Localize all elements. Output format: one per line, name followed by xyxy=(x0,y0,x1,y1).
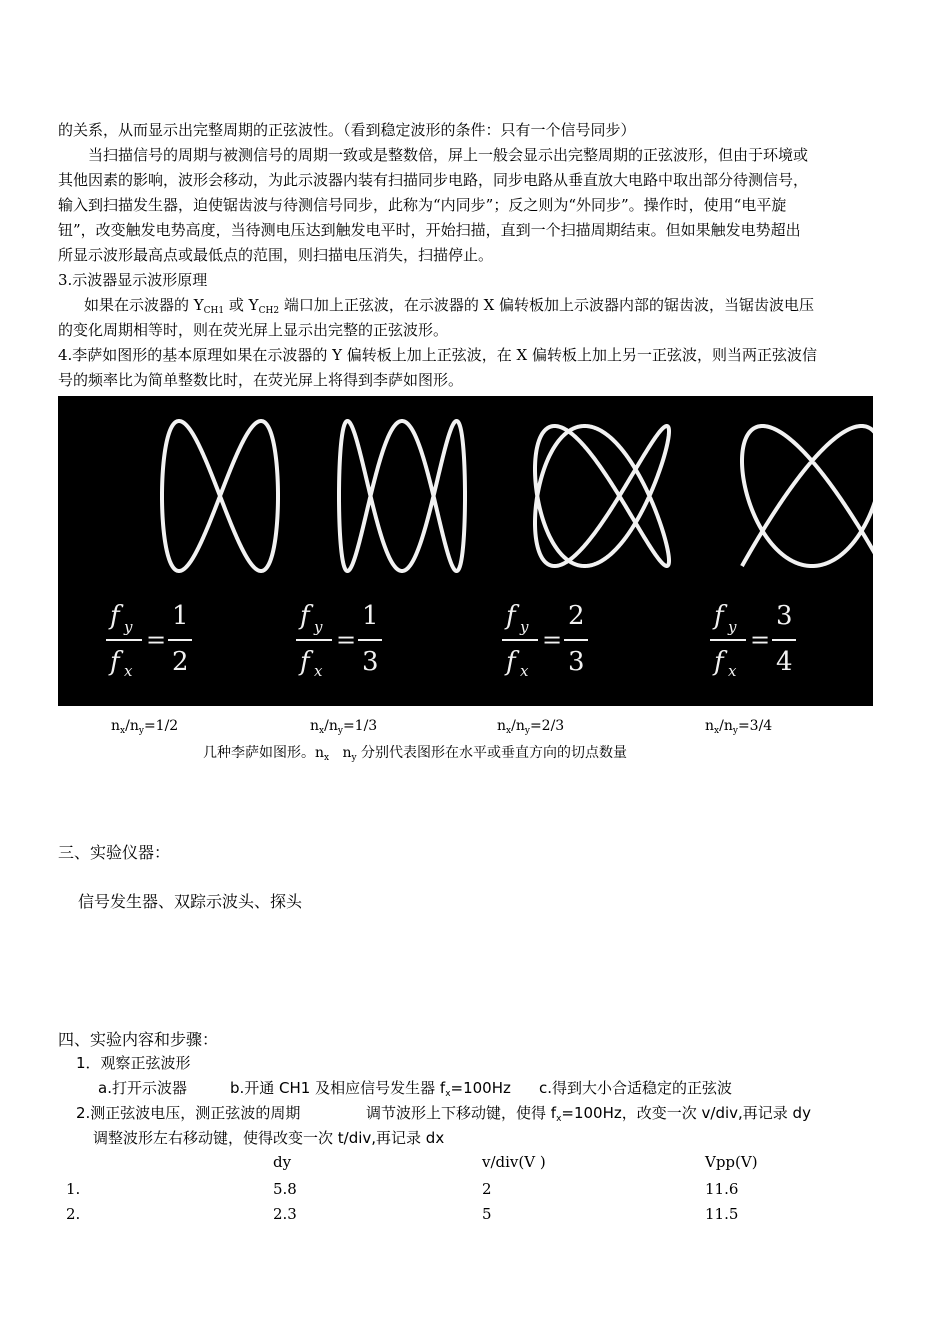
procedure-item-1: 1．观察正弦波形 xyxy=(76,1054,191,1072)
ratio-label xyxy=(106,601,192,680)
ratio-fx: f xyxy=(506,647,516,677)
ratio-label xyxy=(710,601,796,680)
table-cell: 11.6 xyxy=(705,1180,739,1198)
text: /n xyxy=(125,718,139,734)
caption-ratio-2 xyxy=(310,718,377,736)
subscript: x xyxy=(506,726,512,736)
subscript: x xyxy=(714,726,720,736)
ratio-fy: f xyxy=(714,601,724,631)
ratio-fy-subscript: y xyxy=(314,618,323,636)
table-header: v/div(V ) xyxy=(482,1153,546,1171)
ratio-label xyxy=(296,601,382,680)
table-cell: 1. xyxy=(66,1180,81,1198)
ratio-numerator: 1 xyxy=(172,601,189,631)
procedure-item-2: 2.测正弦波电压，测正弦波的周期 xyxy=(76,1104,301,1122)
text: =100Hz，改变一次 v/div,再记录 dy xyxy=(561,1104,811,1122)
procedure-step: a.打开示波器 xyxy=(98,1079,187,1097)
text: 如果在示波器的 Y xyxy=(84,296,204,314)
caption-ratio-1 xyxy=(111,718,178,736)
ratio-fx-subscript: x xyxy=(314,662,323,680)
paragraph-line: 输入到扫描发生器，迫使锯齿波与待测信号同步，此称为“内同步”；反之则为“外同步”。操作时，使用“电平旋 xyxy=(58,196,787,214)
table-cell: 2 xyxy=(482,1180,492,1198)
ratio-label xyxy=(502,601,588,680)
subscript: y xyxy=(524,726,530,736)
lissajous-figure xyxy=(58,396,873,706)
lissajous-curve xyxy=(339,421,465,571)
ratio-equals: = xyxy=(542,626,563,654)
ratio-fy-subscript: y xyxy=(520,618,529,636)
paragraph-line: 钮”，改变触发电势高度，当待测电压达到触发电平时，开始扫描，直到一个扫描周期结束。但如果触发电势超出 xyxy=(58,221,801,239)
text xyxy=(329,745,342,761)
lissajous-curve xyxy=(742,426,873,566)
section-title-instruments: 三、实验仪器： xyxy=(58,843,171,862)
subscript: CH1 xyxy=(203,306,225,316)
ratio-fx-subscript: x xyxy=(728,662,737,680)
paragraph-line: 所显示波形最高点或最低点的范围，则扫描电压消失，扫描停止。 xyxy=(58,246,494,264)
subscript: x xyxy=(445,1089,451,1099)
ratio-fx-subscript: x xyxy=(520,662,529,680)
ratio-fx: f xyxy=(300,647,310,677)
ratio-fy-subscript: y xyxy=(728,618,737,636)
section-title-procedure: 四、实验内容和步骤： xyxy=(58,1030,219,1049)
subscript: x xyxy=(319,726,325,736)
ratio-denominator: 2 xyxy=(172,647,189,677)
ratio-equals: = xyxy=(336,626,357,654)
ratio-fy: f xyxy=(110,601,120,631)
subscript: x xyxy=(120,726,126,736)
text: /n xyxy=(324,718,338,734)
text: 几种李萨如图形。n xyxy=(203,745,325,761)
text: n xyxy=(111,718,121,734)
paragraph-line: 的关系，从而显示出完整周期的正弦波性。（看到稳定波形的条件：只有一个信号同步） xyxy=(58,121,636,139)
ratio-denominator: 4 xyxy=(776,647,793,677)
table-cell: 2.3 xyxy=(273,1205,297,1223)
ratio-fy-subscript: y xyxy=(124,618,133,636)
text: n xyxy=(705,718,715,734)
paragraph-line: 其他因素的影响，波形会移动，为此示波器内装有扫描同步电路，同步电路从垂直放大电路中取出部分待测信号， xyxy=(58,171,809,189)
text: =100Hz xyxy=(450,1079,511,1097)
text: n xyxy=(310,718,320,734)
section-heading: 3.示波器显示波形原理 xyxy=(58,271,208,289)
text: b.开通 CH1 及相应信号发生器 f xyxy=(230,1079,446,1097)
ratio-equals: = xyxy=(146,626,167,654)
ratio-numerator: 3 xyxy=(776,601,793,631)
ratio-numerator: 2 xyxy=(568,601,585,631)
text: /n xyxy=(719,718,733,734)
text: 分别代表图形在水平或垂直方向的切点数量 xyxy=(356,745,628,761)
caption-ratio-4 xyxy=(705,718,772,736)
ratio-numerator: 1 xyxy=(362,601,379,631)
ratio-fy: f xyxy=(506,601,516,631)
ratio-denominator: 3 xyxy=(362,647,379,677)
table-cell: 5.8 xyxy=(273,1180,297,1198)
text: n xyxy=(497,718,507,734)
text: /n xyxy=(511,718,525,734)
table-cell: 5 xyxy=(482,1205,492,1223)
text: =1/3 xyxy=(342,718,378,734)
text: =3/4 xyxy=(737,718,773,734)
text: =1/2 xyxy=(143,718,179,734)
instruments-list: 信号发生器、双踪示波头、探头 xyxy=(78,892,303,911)
subscript: y xyxy=(337,726,343,736)
ratio-fx: f xyxy=(110,647,120,677)
paragraph-line: 当扫描信号的周期与被测信号的周期一致或是整数倍，屏上一般会显示出完整周期的正弦波形，但由于环境或 xyxy=(88,146,809,164)
text: 调节波形上下移动键，使得 f xyxy=(366,1104,557,1122)
figure-description xyxy=(203,742,627,763)
lissajous-curve xyxy=(535,426,669,566)
ratio-fx-subscript: x xyxy=(124,662,133,680)
subscript: y xyxy=(138,726,144,736)
procedure-step: c.得到大小合适稳定的正弦波 xyxy=(539,1079,733,1097)
ratio-fy: f xyxy=(300,601,310,631)
subscript: y xyxy=(351,753,357,763)
ratio-fx: f xyxy=(714,647,724,677)
table-header: dy xyxy=(273,1153,292,1171)
subscript: CH2 xyxy=(258,306,280,316)
text: 端口加上正弦波，在示波器的 X 偏转板加上示波器内部的锯齿波，当锯齿波电压 xyxy=(279,296,815,314)
paragraph-line: 号的频率比为简单整数比时，在荧光屏上将得到李萨如图形。 xyxy=(58,371,464,389)
subscript: x xyxy=(556,1114,562,1124)
paragraph-line: 4.李萨如图形的基本原理如果在示波器的 Y 偏转板上加上正弦波，在 X 偏转板上加上另一正弦波，则当两正弦波信 xyxy=(58,346,817,364)
paragraph-line: 的变化周期相等时，则在荧光屏上显示出完整的正弦波形。 xyxy=(58,321,449,339)
text: =2/3 xyxy=(529,718,565,734)
procedure-step: 调整波形左右移动键，使得改变一次 t/div,再记录 dx xyxy=(93,1129,445,1147)
table-header: Vpp(V) xyxy=(705,1153,758,1171)
text: n xyxy=(342,745,352,761)
lissajous-svg xyxy=(58,396,873,706)
ratio-equals: = xyxy=(750,626,771,654)
caption-ratio-3 xyxy=(497,718,564,736)
subscript: y xyxy=(732,726,738,736)
text: 或 Y xyxy=(224,296,259,314)
ratio-denominator: 3 xyxy=(568,647,585,677)
table-cell: 11.5 xyxy=(705,1205,739,1223)
lissajous-curve xyxy=(162,421,278,571)
subscript: x xyxy=(324,753,330,763)
table-cell: 2. xyxy=(66,1205,81,1223)
